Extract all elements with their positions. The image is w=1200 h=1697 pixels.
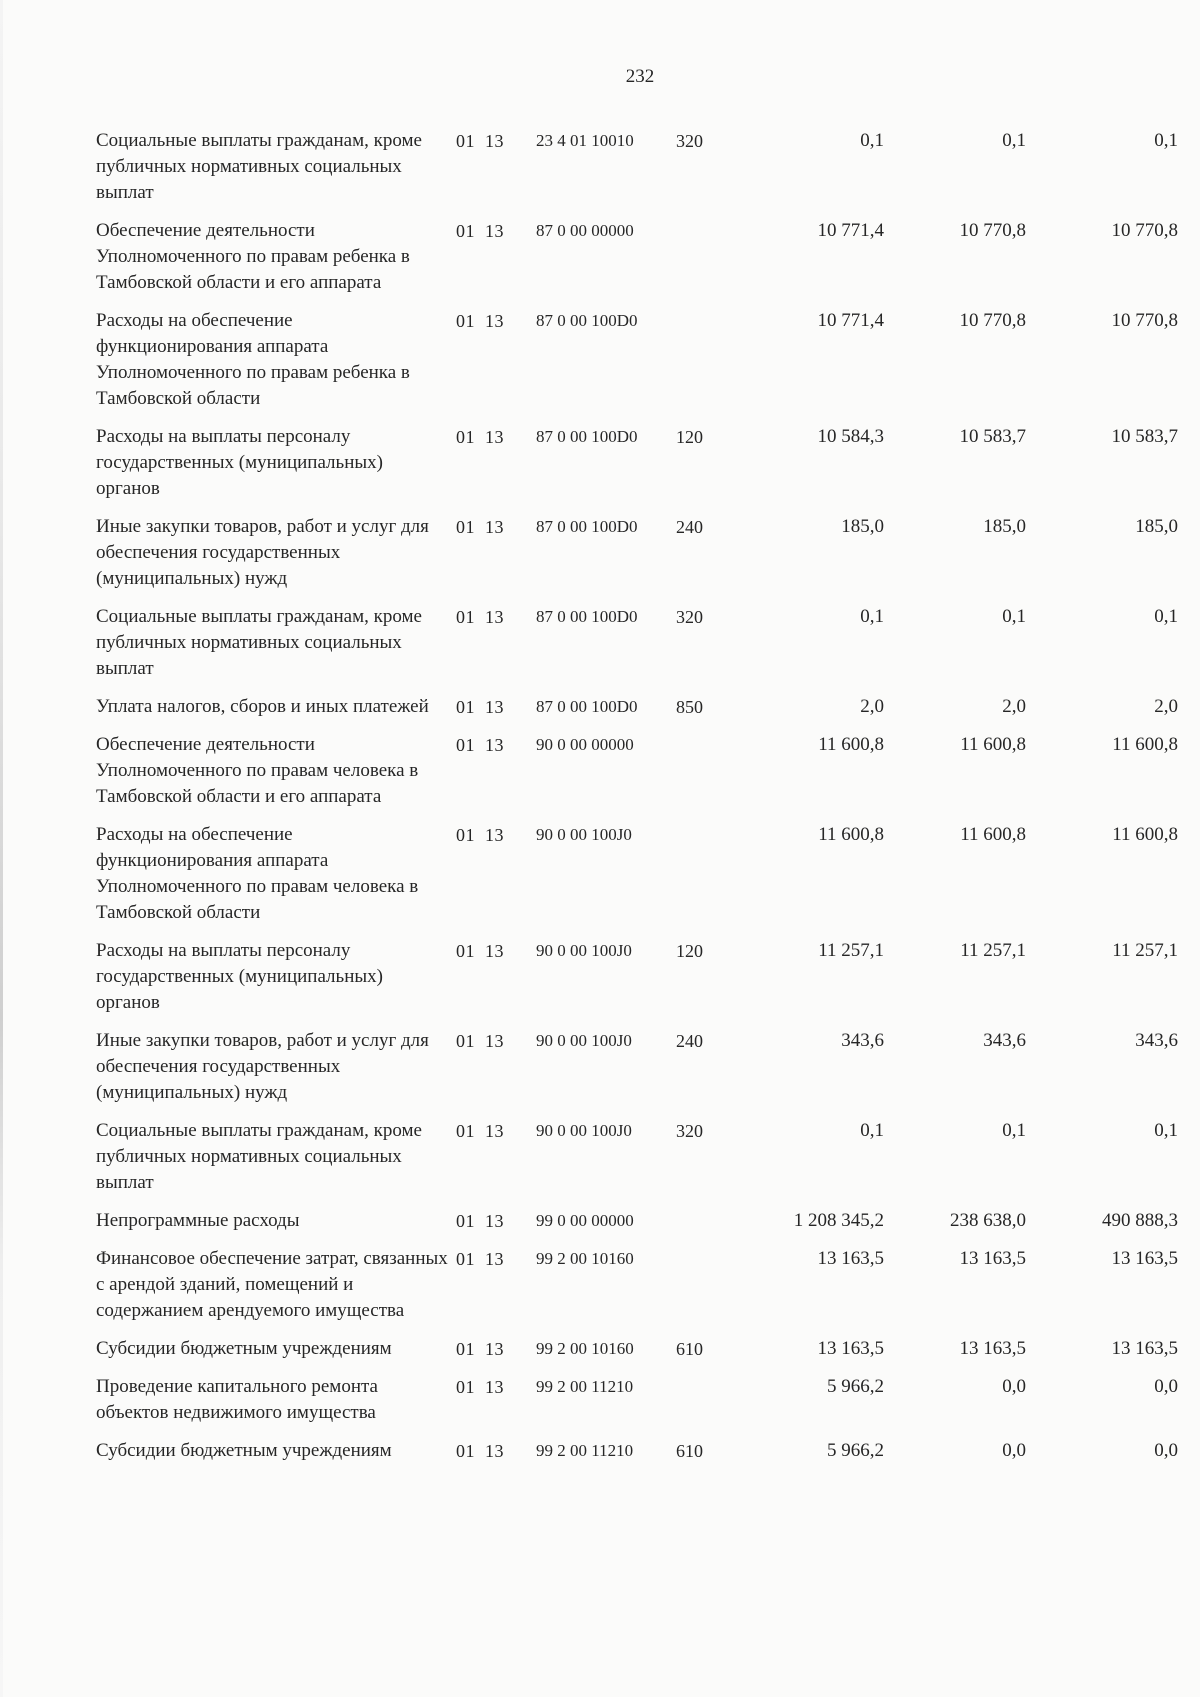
- amount-year-3: 343,6: [1135, 1030, 1178, 1051]
- table-row: [96, 308, 1178, 412]
- item-code: 87 0 00 100D0: [536, 517, 638, 536]
- amount-year-3: 10 770,8: [1111, 220, 1178, 241]
- expense-name: Расходы на обеспечение функционирования аппарата Уполномоченного по правам ребенка в Тамбовской области: [96, 310, 410, 409]
- table-row: [96, 822, 1178, 926]
- amount-year-1: 13 163,5: [817, 1338, 884, 1359]
- amount-year-2: 0,1: [1002, 1120, 1026, 1141]
- expense-type-code: 120: [676, 941, 703, 961]
- table-row: [96, 1438, 1178, 1464]
- table-row: [96, 1336, 1178, 1362]
- amount-year-1: 11 257,1: [818, 940, 884, 961]
- amount-year-1: 10 771,4: [817, 310, 884, 331]
- scan-edge-shadow: [0, 0, 3, 1697]
- item-code: 87 0 00 100D0: [536, 607, 638, 626]
- expense-type-code: 320: [676, 1121, 703, 1141]
- table-row: [96, 128, 1178, 206]
- amount-year-1: 0,1: [860, 130, 884, 151]
- table-row: [96, 938, 1178, 1016]
- amount-year-2: 343,6: [983, 1030, 1026, 1051]
- amount-year-2: 0,0: [1002, 1376, 1026, 1397]
- amount-year-2: 0,1: [1002, 606, 1026, 627]
- item-code: 99 0 00 00000: [536, 1211, 634, 1230]
- section-code: 01 13: [456, 1441, 504, 1461]
- section-code: 01 13: [456, 221, 504, 241]
- amount-year-1: 11 600,8: [818, 734, 884, 755]
- amount-year-2: 0,0: [1002, 1440, 1026, 1461]
- item-code: 99 2 00 11210: [536, 1441, 634, 1460]
- amount-year-1: 0,1: [860, 1120, 884, 1141]
- amount-year-1: 5 966,2: [827, 1376, 884, 1397]
- table-row: [96, 1028, 1178, 1106]
- expense-type-code: 610: [676, 1339, 703, 1359]
- table-row: [96, 732, 1178, 810]
- amount-year-1: 11 600,8: [818, 824, 884, 845]
- section-code: 01 13: [456, 311, 504, 331]
- expense-name: Непрограммные расходы: [96, 1210, 300, 1231]
- amount-year-1: 2,0: [860, 696, 884, 717]
- item-code: 87 0 00 100D0: [536, 427, 638, 446]
- amount-year-2: 11 600,8: [960, 824, 1026, 845]
- expense-type-code: 120: [676, 427, 703, 447]
- expense-name: Расходы на обеспечение функционирования аппарата Уполномоченного по правам человека в Тамбовской области: [96, 824, 419, 923]
- table-row: [96, 694, 1178, 720]
- amount-year-3: 10 583,7: [1111, 426, 1178, 447]
- section-code: 01 13: [456, 1121, 504, 1141]
- expense-name: Обеспечение деятельности Уполномоченного по правам ребенка в Тамбовской области и его аппарата: [96, 220, 410, 293]
- item-code: 90 0 00 100J0: [536, 941, 632, 960]
- table-row: [96, 424, 1178, 502]
- expense-name: Иные закупки товаров, работ и услуг для обеспечения государственных (муниципальных) нужд: [96, 516, 429, 589]
- amount-year-2: 10 583,7: [959, 426, 1026, 447]
- amount-year-3: 11 600,8: [1112, 734, 1178, 755]
- item-code: 99 2 00 10160: [536, 1339, 634, 1358]
- amount-year-2: 10 770,8: [959, 220, 1026, 241]
- amount-year-2: 11 600,8: [960, 734, 1026, 755]
- section-code: 01 13: [456, 825, 504, 845]
- amount-year-3: 0,1: [1154, 1120, 1178, 1141]
- expense-name: Социальные выплаты гражданам, кроме публичных нормативных социальных выплат: [96, 130, 422, 203]
- amount-year-3: 10 770,8: [1111, 310, 1178, 331]
- amount-year-3: 2,0: [1154, 696, 1178, 717]
- amount-year-2: 11 257,1: [960, 940, 1026, 961]
- expense-type-code: 850: [676, 697, 703, 717]
- amount-year-1: 5 966,2: [827, 1440, 884, 1461]
- amount-year-2: 13 163,5: [959, 1338, 1026, 1359]
- item-code: 87 0 00 100D0: [536, 311, 638, 330]
- amount-year-1: 343,6: [841, 1030, 884, 1051]
- amount-year-1: 10 584,3: [817, 426, 884, 447]
- amount-year-1: 1 208 345,2: [793, 1210, 884, 1231]
- expense-name: Финансовое обеспечение затрат, связанных с арендой зданий, помещений и содержанием арендуемого имущества: [96, 1248, 448, 1321]
- expense-name: Субсидии бюджетным учреждениям: [96, 1440, 392, 1461]
- item-code: 90 0 00 100J0: [536, 1031, 632, 1050]
- amount-year-1: 10 771,4: [817, 220, 884, 241]
- amount-year-1: 185,0: [841, 516, 884, 537]
- item-code: 87 0 00 100D0: [536, 697, 638, 716]
- expense-name: Расходы на выплаты персоналу государственных (муниципальных) органов: [96, 426, 383, 499]
- amount-year-3: 185,0: [1135, 516, 1178, 537]
- section-code: 01 13: [456, 735, 504, 755]
- expense-type-code: 610: [676, 1441, 703, 1461]
- item-code: 90 0 00 100J0: [536, 1121, 632, 1140]
- item-code: 23 4 01 10010: [536, 131, 634, 150]
- table-row: [96, 1208, 1178, 1234]
- amount-year-2: 185,0: [983, 516, 1026, 537]
- section-code: 01 13: [456, 697, 504, 717]
- amount-year-3: 0,1: [1154, 130, 1178, 151]
- table-row: [96, 218, 1178, 296]
- expense-name: Обеспечение деятельности Уполномоченного по правам человека в Тамбовской области и его аппарата: [96, 734, 419, 807]
- section-code: 01 13: [456, 427, 504, 447]
- section-code: 01 13: [456, 1377, 504, 1397]
- amount-year-2: 2,0: [1002, 696, 1026, 717]
- amount-year-2: 0,1: [1002, 130, 1026, 151]
- budget-table: [96, 128, 1178, 1476]
- table-row: [96, 1118, 1178, 1196]
- section-code: 01 13: [456, 1031, 504, 1051]
- table-row: [96, 514, 1178, 592]
- expense-type-code: 240: [676, 1031, 703, 1051]
- amount-year-3: 0,1: [1154, 606, 1178, 627]
- amount-year-2: 10 770,8: [959, 310, 1026, 331]
- amount-year-3: 0,0: [1154, 1440, 1178, 1461]
- amount-year-3: 490 888,3: [1102, 1210, 1178, 1231]
- section-code: 01 13: [456, 1249, 504, 1269]
- section-code: 01 13: [456, 1211, 504, 1231]
- amount-year-3: 11 257,1: [1112, 940, 1178, 961]
- amount-year-2: 13 163,5: [959, 1248, 1026, 1269]
- section-code: 01 13: [456, 131, 504, 151]
- expense-name: Расходы на выплаты персоналу государственных (муниципальных) органов: [96, 940, 383, 1013]
- item-code: 90 0 00 100J0: [536, 825, 632, 844]
- amount-year-3: 0,0: [1154, 1376, 1178, 1397]
- expense-type-code: 320: [676, 131, 703, 151]
- table-row: [96, 604, 1178, 682]
- item-code: 99 2 00 11210: [536, 1377, 634, 1396]
- expense-name: Субсидии бюджетным учреждениям: [96, 1338, 392, 1359]
- section-code: 01 13: [456, 941, 504, 961]
- amount-year-3: 11 600,8: [1112, 824, 1178, 845]
- amount-year-1: 13 163,5: [817, 1248, 884, 1269]
- page-number: 232: [625, 66, 655, 87]
- expense-type-code: 320: [676, 607, 703, 627]
- expense-name: Проведение капитального ремонта объектов недвижимого имущества: [96, 1376, 378, 1423]
- amount-year-1: 0,1: [860, 606, 884, 627]
- item-code: 87 0 00 00000: [536, 221, 634, 240]
- section-code: 01 13: [456, 607, 504, 627]
- amount-year-2: 238 638,0: [950, 1210, 1026, 1231]
- expense-name: Социальные выплаты гражданам, кроме публичных нормативных социальных выплат: [96, 1120, 422, 1193]
- amount-year-3: 13 163,5: [1111, 1248, 1178, 1269]
- expense-name: Социальные выплаты гражданам, кроме публичных нормативных социальных выплат: [96, 606, 422, 679]
- section-code: 01 13: [456, 1339, 504, 1359]
- expense-name: Иные закупки товаров, работ и услуг для обеспечения государственных (муниципальных) нужд: [96, 1030, 429, 1103]
- table-row: [96, 1246, 1178, 1324]
- amount-year-3: 13 163,5: [1111, 1338, 1178, 1359]
- expense-name: Уплата налогов, сборов и иных платежей: [96, 696, 429, 717]
- item-code: 90 0 00 00000: [536, 735, 634, 754]
- expense-type-code: 240: [676, 517, 703, 537]
- table-row: [96, 1374, 1178, 1426]
- section-code: 01 13: [456, 517, 504, 537]
- item-code: 99 2 00 10160: [536, 1249, 634, 1268]
